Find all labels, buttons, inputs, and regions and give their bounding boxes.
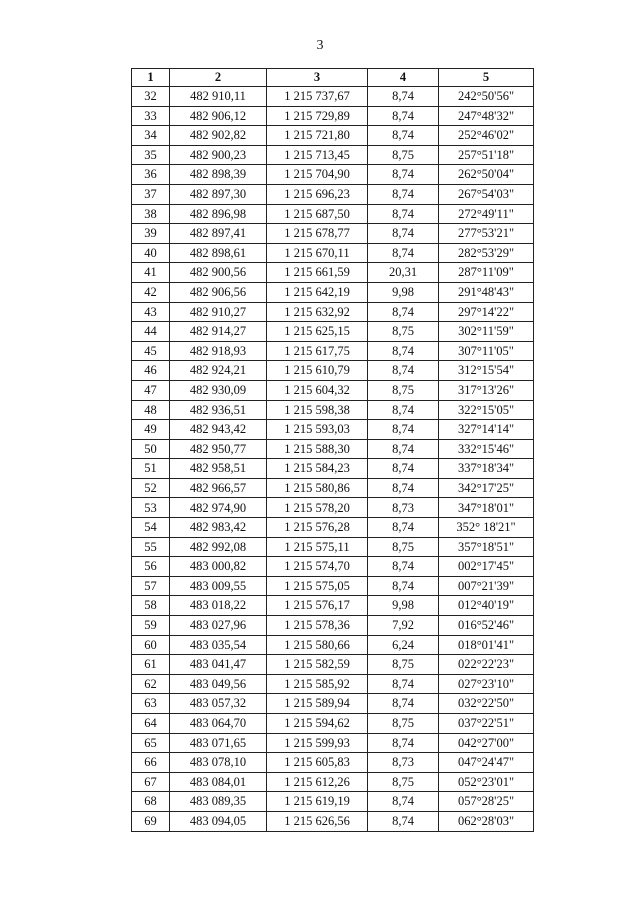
point-number-cell: 58 bbox=[132, 596, 170, 616]
y-coordinate-cell: 1 215 626,56 bbox=[267, 811, 368, 831]
point-number-cell: 34 bbox=[132, 126, 170, 146]
table-row bbox=[132, 243, 534, 263]
x-coordinate-cell: 482 914,27 bbox=[170, 322, 267, 342]
point-number-cell: 53 bbox=[132, 498, 170, 518]
bearing-cell: 242°50'56" bbox=[439, 87, 534, 107]
table-row bbox=[132, 224, 534, 244]
y-coordinate-cell: 1 215 585,92 bbox=[267, 674, 368, 694]
point-number-cell: 60 bbox=[132, 635, 170, 655]
bearing-cell: 057°28'25" bbox=[439, 792, 534, 812]
table-row bbox=[132, 753, 534, 773]
y-coordinate-cell: 1 215 721,80 bbox=[267, 126, 368, 146]
distance-cell: 8,74 bbox=[368, 224, 439, 244]
x-coordinate-cell: 483 018,22 bbox=[170, 596, 267, 616]
point-number-cell: 57 bbox=[132, 576, 170, 596]
distance-cell: 8,74 bbox=[368, 126, 439, 146]
point-number-cell: 47 bbox=[132, 380, 170, 400]
table-row bbox=[132, 361, 534, 381]
y-coordinate-cell: 1 215 578,36 bbox=[267, 616, 368, 636]
header-col-1: 1 bbox=[132, 69, 170, 87]
bearing-cell: 327°14'14" bbox=[439, 420, 534, 440]
distance-cell: 7,92 bbox=[368, 616, 439, 636]
bearing-cell: 287°11'09" bbox=[439, 263, 534, 283]
bearing-cell: 291°48'43" bbox=[439, 282, 534, 302]
x-coordinate-cell: 483 089,35 bbox=[170, 792, 267, 812]
table-row bbox=[132, 733, 534, 753]
y-coordinate-cell: 1 215 678,77 bbox=[267, 224, 368, 244]
bearing-cell: 257°51'18" bbox=[439, 145, 534, 165]
bearing-cell: 342°17'25" bbox=[439, 478, 534, 498]
point-number-cell: 54 bbox=[132, 518, 170, 538]
bearing-cell: 302°11'59" bbox=[439, 322, 534, 342]
distance-cell: 8,75 bbox=[368, 322, 439, 342]
distance-cell: 8,74 bbox=[368, 87, 439, 107]
y-coordinate-cell: 1 215 594,62 bbox=[267, 714, 368, 734]
table-row bbox=[132, 811, 534, 831]
bearing-cell: 052°23'01" bbox=[439, 772, 534, 792]
table-row bbox=[132, 655, 534, 675]
table-row bbox=[132, 204, 534, 224]
y-coordinate-cell: 1 215 575,05 bbox=[267, 576, 368, 596]
y-coordinate-cell: 1 215 610,79 bbox=[267, 361, 368, 381]
distance-cell: 8,74 bbox=[368, 400, 439, 420]
distance-cell: 8,73 bbox=[368, 498, 439, 518]
bearing-cell: 018°01'41" bbox=[439, 635, 534, 655]
y-coordinate-cell: 1 215 729,89 bbox=[267, 106, 368, 126]
y-coordinate-cell: 1 215 574,70 bbox=[267, 557, 368, 577]
y-coordinate-cell: 1 215 617,75 bbox=[267, 341, 368, 361]
table-row bbox=[132, 439, 534, 459]
x-coordinate-cell: 482 910,27 bbox=[170, 302, 267, 322]
distance-cell: 20,31 bbox=[368, 263, 439, 283]
distance-cell: 8,74 bbox=[368, 674, 439, 694]
bearing-cell: 282°53'29" bbox=[439, 243, 534, 263]
distance-cell: 8,75 bbox=[368, 145, 439, 165]
distance-cell: 8,74 bbox=[368, 439, 439, 459]
y-coordinate-cell: 1 215 580,66 bbox=[267, 635, 368, 655]
y-coordinate-cell: 1 215 576,17 bbox=[267, 596, 368, 616]
distance-cell: 8,74 bbox=[368, 341, 439, 361]
point-number-cell: 44 bbox=[132, 322, 170, 342]
bearing-cell: 007°21'39" bbox=[439, 576, 534, 596]
distance-cell: 8,74 bbox=[368, 459, 439, 479]
table-row bbox=[132, 478, 534, 498]
point-number-cell: 51 bbox=[132, 459, 170, 479]
y-coordinate-cell: 1 215 582,59 bbox=[267, 655, 368, 675]
x-coordinate-cell: 483 009,55 bbox=[170, 576, 267, 596]
point-number-cell: 69 bbox=[132, 811, 170, 831]
table-row bbox=[132, 459, 534, 479]
x-coordinate-cell: 482 943,42 bbox=[170, 420, 267, 440]
point-number-cell: 59 bbox=[132, 616, 170, 636]
point-number-cell: 67 bbox=[132, 772, 170, 792]
y-coordinate-cell: 1 215 619,19 bbox=[267, 792, 368, 812]
y-coordinate-cell: 1 215 737,67 bbox=[267, 87, 368, 107]
point-number-cell: 62 bbox=[132, 674, 170, 694]
table-row bbox=[132, 674, 534, 694]
bearing-cell: 042°27'00" bbox=[439, 733, 534, 753]
x-coordinate-cell: 482 898,39 bbox=[170, 165, 267, 185]
table-row bbox=[132, 518, 534, 538]
bearing-cell: 022°22'23" bbox=[439, 655, 534, 675]
bearing-cell: 047°24'47" bbox=[439, 753, 534, 773]
table-row bbox=[132, 537, 534, 557]
table-row bbox=[132, 282, 534, 302]
bearing-cell: 297°14'22" bbox=[439, 302, 534, 322]
x-coordinate-cell: 482 992,08 bbox=[170, 537, 267, 557]
bearing-cell: 352° 18'21" bbox=[439, 518, 534, 538]
distance-cell: 9,98 bbox=[368, 282, 439, 302]
distance-cell: 8,75 bbox=[368, 655, 439, 675]
bearing-cell: 032°22'50" bbox=[439, 694, 534, 714]
y-coordinate-cell: 1 215 580,86 bbox=[267, 478, 368, 498]
table-row bbox=[132, 714, 534, 734]
x-coordinate-cell: 483 094,05 bbox=[170, 811, 267, 831]
point-number-cell: 55 bbox=[132, 537, 170, 557]
table-row bbox=[132, 126, 534, 146]
point-number-cell: 32 bbox=[132, 87, 170, 107]
x-coordinate-cell: 482 974,90 bbox=[170, 498, 267, 518]
x-coordinate-cell: 482 902,82 bbox=[170, 126, 267, 146]
y-coordinate-cell: 1 215 670,11 bbox=[267, 243, 368, 263]
distance-cell: 9,98 bbox=[368, 596, 439, 616]
bearing-cell: 277°53'21" bbox=[439, 224, 534, 244]
x-coordinate-cell: 483 064,70 bbox=[170, 714, 267, 734]
distance-cell: 8,74 bbox=[368, 184, 439, 204]
x-coordinate-cell: 482 896,98 bbox=[170, 204, 267, 224]
point-number-cell: 56 bbox=[132, 557, 170, 577]
y-coordinate-cell: 1 215 599,93 bbox=[267, 733, 368, 753]
y-coordinate-cell: 1 215 612,26 bbox=[267, 772, 368, 792]
x-coordinate-cell: 482 897,30 bbox=[170, 184, 267, 204]
bearing-cell: 317°13'26" bbox=[439, 380, 534, 400]
x-coordinate-cell: 482 906,56 bbox=[170, 282, 267, 302]
bearing-cell: 272°49'11" bbox=[439, 204, 534, 224]
x-coordinate-cell: 483 078,10 bbox=[170, 753, 267, 773]
table-row bbox=[132, 106, 534, 126]
table-row bbox=[132, 341, 534, 361]
x-coordinate-cell: 482 906,12 bbox=[170, 106, 267, 126]
y-coordinate-cell: 1 215 642,19 bbox=[267, 282, 368, 302]
x-coordinate-cell: 483 084,01 bbox=[170, 772, 267, 792]
distance-cell: 8,74 bbox=[368, 420, 439, 440]
table-row bbox=[132, 635, 534, 655]
point-number-cell: 41 bbox=[132, 263, 170, 283]
table-row bbox=[132, 616, 534, 636]
x-coordinate-cell: 482 897,41 bbox=[170, 224, 267, 244]
point-number-cell: 63 bbox=[132, 694, 170, 714]
x-coordinate-cell: 483 049,56 bbox=[170, 674, 267, 694]
y-coordinate-cell: 1 215 605,83 bbox=[267, 753, 368, 773]
distance-cell: 8,75 bbox=[368, 380, 439, 400]
bearing-cell: 252°46'02" bbox=[439, 126, 534, 146]
table-row bbox=[132, 302, 534, 322]
x-coordinate-cell: 482 983,42 bbox=[170, 518, 267, 538]
point-number-cell: 38 bbox=[132, 204, 170, 224]
x-coordinate-cell: 482 910,11 bbox=[170, 87, 267, 107]
x-coordinate-cell: 482 918,93 bbox=[170, 341, 267, 361]
y-coordinate-cell: 1 215 632,92 bbox=[267, 302, 368, 322]
header-col-5: 5 bbox=[439, 69, 534, 87]
point-number-cell: 50 bbox=[132, 439, 170, 459]
x-coordinate-cell: 482 966,57 bbox=[170, 478, 267, 498]
x-coordinate-cell: 482 958,51 bbox=[170, 459, 267, 479]
point-number-cell: 33 bbox=[132, 106, 170, 126]
point-number-cell: 48 bbox=[132, 400, 170, 420]
x-coordinate-cell: 482 936,51 bbox=[170, 400, 267, 420]
table-row bbox=[132, 400, 534, 420]
bearing-cell: 016°52'46" bbox=[439, 616, 534, 636]
y-coordinate-cell: 1 215 589,94 bbox=[267, 694, 368, 714]
table-row bbox=[132, 498, 534, 518]
y-coordinate-cell: 1 215 625,15 bbox=[267, 322, 368, 342]
distance-cell: 6,24 bbox=[368, 635, 439, 655]
x-coordinate-cell: 483 027,96 bbox=[170, 616, 267, 636]
distance-cell: 8,74 bbox=[368, 106, 439, 126]
table-row bbox=[132, 557, 534, 577]
x-coordinate-cell: 482 950,77 bbox=[170, 439, 267, 459]
y-coordinate-cell: 1 215 576,28 bbox=[267, 518, 368, 538]
distance-cell: 8,74 bbox=[368, 361, 439, 381]
y-coordinate-cell: 1 215 713,45 bbox=[267, 145, 368, 165]
distance-cell: 8,73 bbox=[368, 753, 439, 773]
distance-cell: 8,74 bbox=[368, 478, 439, 498]
bearing-cell: 267°54'03" bbox=[439, 184, 534, 204]
page-number: 3 bbox=[316, 38, 324, 53]
distance-cell: 8,75 bbox=[368, 772, 439, 792]
x-coordinate-cell: 483 041,47 bbox=[170, 655, 267, 675]
table-row bbox=[132, 87, 534, 107]
header-col-4: 4 bbox=[368, 69, 439, 87]
point-number-cell: 64 bbox=[132, 714, 170, 734]
table-row bbox=[132, 694, 534, 714]
table-row bbox=[132, 576, 534, 596]
distance-cell: 8,74 bbox=[368, 243, 439, 263]
x-coordinate-cell: 483 000,82 bbox=[170, 557, 267, 577]
distance-cell: 8,74 bbox=[368, 733, 439, 753]
y-coordinate-cell: 1 215 604,32 bbox=[267, 380, 368, 400]
point-number-cell: 42 bbox=[132, 282, 170, 302]
distance-cell: 8,74 bbox=[368, 518, 439, 538]
table-row bbox=[132, 596, 534, 616]
distance-cell: 8,75 bbox=[368, 537, 439, 557]
y-coordinate-cell: 1 215 696,23 bbox=[267, 184, 368, 204]
bearing-cell: 312°15'54" bbox=[439, 361, 534, 381]
x-coordinate-cell: 482 930,09 bbox=[170, 380, 267, 400]
y-coordinate-cell: 1 215 593,03 bbox=[267, 420, 368, 440]
bearing-cell: 332°15'46" bbox=[439, 439, 534, 459]
y-coordinate-cell: 1 215 578,20 bbox=[267, 498, 368, 518]
y-coordinate-cell: 1 215 575,11 bbox=[267, 537, 368, 557]
header-col-2: 2 bbox=[170, 69, 267, 87]
table-row bbox=[132, 420, 534, 440]
point-number-cell: 39 bbox=[132, 224, 170, 244]
bearing-cell: 247°48'32" bbox=[439, 106, 534, 126]
table-row bbox=[132, 165, 534, 185]
table-row bbox=[132, 184, 534, 204]
y-coordinate-cell: 1 215 584,23 bbox=[267, 459, 368, 479]
distance-cell: 8,75 bbox=[368, 714, 439, 734]
table-row bbox=[132, 145, 534, 165]
point-number-cell: 46 bbox=[132, 361, 170, 381]
y-coordinate-cell: 1 215 588,30 bbox=[267, 439, 368, 459]
distance-cell: 8,74 bbox=[368, 204, 439, 224]
coordinates-table bbox=[131, 68, 534, 832]
point-number-cell: 65 bbox=[132, 733, 170, 753]
point-number-cell: 61 bbox=[132, 655, 170, 675]
table-row bbox=[132, 380, 534, 400]
x-coordinate-cell: 482 900,23 bbox=[170, 145, 267, 165]
bearing-cell: 002°17'45" bbox=[439, 557, 534, 577]
y-coordinate-cell: 1 215 661,59 bbox=[267, 263, 368, 283]
table-body bbox=[132, 87, 534, 832]
bearing-cell: 262°50'04" bbox=[439, 165, 534, 185]
point-number-cell: 35 bbox=[132, 145, 170, 165]
x-coordinate-cell: 482 898,61 bbox=[170, 243, 267, 263]
bearing-cell: 062°28'03" bbox=[439, 811, 534, 831]
table-row bbox=[132, 322, 534, 342]
header-col-3: 3 bbox=[267, 69, 368, 87]
x-coordinate-cell: 483 035,54 bbox=[170, 635, 267, 655]
x-coordinate-cell: 482 924,21 bbox=[170, 361, 267, 381]
distance-cell: 8,74 bbox=[368, 694, 439, 714]
x-coordinate-cell: 482 900,56 bbox=[170, 263, 267, 283]
point-number-cell: 40 bbox=[132, 243, 170, 263]
point-number-cell: 52 bbox=[132, 478, 170, 498]
point-number-cell: 49 bbox=[132, 420, 170, 440]
bearing-cell: 322°15'05" bbox=[439, 400, 534, 420]
table-row bbox=[132, 772, 534, 792]
point-number-cell: 66 bbox=[132, 753, 170, 773]
table-header-row bbox=[132, 69, 534, 87]
bearing-cell: 347°18'01" bbox=[439, 498, 534, 518]
bearing-cell: 337°18'34" bbox=[439, 459, 534, 479]
point-number-cell: 45 bbox=[132, 341, 170, 361]
x-coordinate-cell: 483 071,65 bbox=[170, 733, 267, 753]
bearing-cell: 012°40'19" bbox=[439, 596, 534, 616]
point-number-cell: 43 bbox=[132, 302, 170, 322]
bearing-cell: 037°22'51" bbox=[439, 714, 534, 734]
point-number-cell: 68 bbox=[132, 792, 170, 812]
point-number-cell: 36 bbox=[132, 165, 170, 185]
y-coordinate-cell: 1 215 687,50 bbox=[267, 204, 368, 224]
bearing-cell: 027°23'10" bbox=[439, 674, 534, 694]
bearing-cell: 307°11'05" bbox=[439, 341, 534, 361]
point-number-cell: 37 bbox=[132, 184, 170, 204]
x-coordinate-cell: 483 057,32 bbox=[170, 694, 267, 714]
distance-cell: 8,74 bbox=[368, 576, 439, 596]
table-row bbox=[132, 792, 534, 812]
distance-cell: 8,74 bbox=[368, 165, 439, 185]
y-coordinate-cell: 1 215 598,38 bbox=[267, 400, 368, 420]
distance-cell: 8,74 bbox=[368, 302, 439, 322]
y-coordinate-cell: 1 215 704,90 bbox=[267, 165, 368, 185]
distance-cell: 8,74 bbox=[368, 811, 439, 831]
distance-cell: 8,74 bbox=[368, 792, 439, 812]
distance-cell: 8,74 bbox=[368, 557, 439, 577]
bearing-cell: 357°18'51" bbox=[439, 537, 534, 557]
table-row bbox=[132, 263, 534, 283]
